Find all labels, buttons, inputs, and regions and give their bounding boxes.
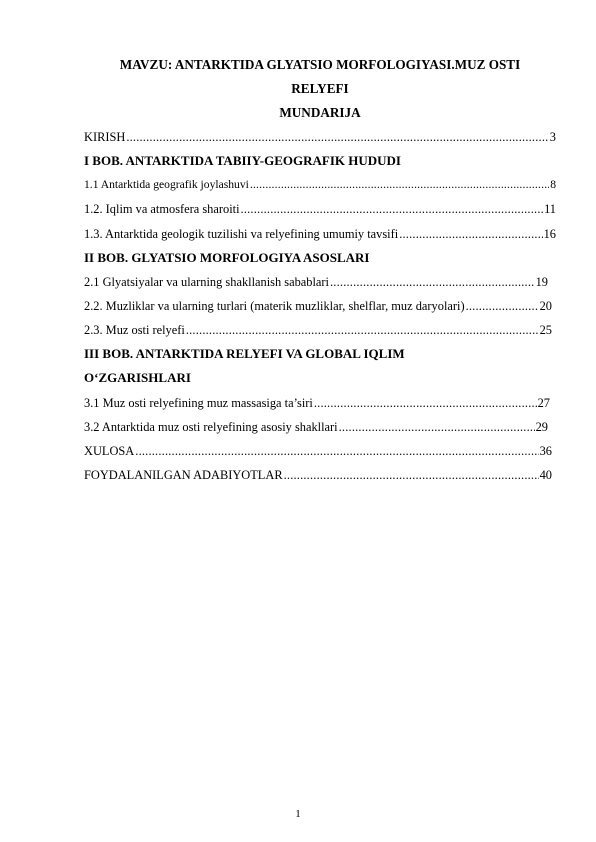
toc-entry-page: 19 [535, 275, 548, 289]
toc-entry-1-3 [84, 225, 556, 243]
toc-entry-adabiyotlar [84, 466, 552, 484]
contents-heading: MUNDARIJA [279, 105, 361, 120]
toc-leader-dots [399, 225, 542, 243]
toc-entry-page: 40 [539, 468, 552, 482]
toc-entry-3-2 [84, 418, 548, 436]
chapter-3-heading-continued: O‘ZGARISHLARI [84, 370, 191, 385]
toc-entry-label: 2.1 Glyatsiyalar va ularning shakllanish sabablari [84, 275, 329, 289]
toc-leader-dots [330, 273, 535, 291]
toc-leader-dots [339, 418, 535, 436]
toc-entry-xulosa [84, 442, 552, 460]
toc-leader-dots [466, 297, 539, 315]
toc-entry-page: 16 [543, 227, 556, 241]
chapter-3-heading: III BOB. ANTARKTIDA RELYEFI VA GLOBAL IQLIM [84, 346, 405, 361]
toc-entry-label: 2.2. Muzliklar va ularning turlari (materik muzliklar, shelflar, muz daryolari) [84, 299, 465, 313]
toc-entry-page: 25 [539, 323, 552, 337]
toc-entry-label: FOYDALANILGAN ADABIYOTLAR [84, 468, 283, 482]
toc-entry-label: 1.3. Antarktida geologik tuzilishi va relyefining umumiy tavsifi [84, 227, 399, 241]
toc-entry-page: 11 [544, 202, 556, 216]
toc-leader-dots [126, 128, 548, 146]
toc-entry-page: 36 [539, 444, 552, 458]
toc-entry-2-1 [84, 273, 548, 291]
toc-entry-3-1 [84, 394, 550, 412]
toc-leader-dots [250, 176, 549, 194]
toc-leader-dots [284, 466, 539, 484]
page-number: 1 [295, 808, 301, 820]
toc-entry-label: KIRISH [84, 130, 126, 144]
toc-entry-page: 8 [550, 178, 556, 191]
toc-leader-dots [241, 200, 544, 218]
title-line-1: MAVZU: ANTARKTIDA GLYATSIO MORFOLOGIYASI.MUZ OSTI [119, 57, 521, 72]
toc-entry-1-2 [84, 200, 556, 218]
chapter-2-heading: II BOB. GLYATSIO MORFOLOGIYA ASOSLARI [84, 250, 370, 265]
toc-entry-page: 29 [535, 420, 548, 434]
toc-entry-kirish [84, 128, 556, 146]
toc-leader-dots [135, 442, 538, 460]
toc-entry-page: 3 [549, 130, 556, 144]
toc-entry-label: 1.1 Antarktida geografik joylashuvi [84, 178, 249, 191]
toc-entry-label: XULOSA [84, 444, 135, 458]
toc-leader-dots [186, 321, 539, 339]
toc-entry-2-3 [84, 321, 552, 339]
toc-entry-label: 3.1 Muz osti relyefining muz massasiga ta’siri [84, 396, 313, 410]
toc-entry-page: 27 [537, 396, 550, 410]
toc-entry-label: 2.3. Muz osti relyefi [84, 323, 185, 337]
toc-entry-label: 1.2. Iqlim va atmosfera sharoiti [84, 202, 240, 216]
toc-entry-2-2 [84, 297, 552, 315]
title-line-2: RELYEFI [291, 81, 349, 96]
toc-entry-page: 20 [539, 299, 552, 313]
toc-entry-label: 3.2 Antarktida muz osti relyefining asosiy shakllari [84, 420, 338, 434]
toc-leader-dots [314, 394, 537, 412]
chapter-1-heading: I BOB. ANTARKTIDA TABIIY-GEOGRAFIK HUDUDI [84, 153, 401, 168]
toc-entry-1-1 [84, 176, 556, 194]
